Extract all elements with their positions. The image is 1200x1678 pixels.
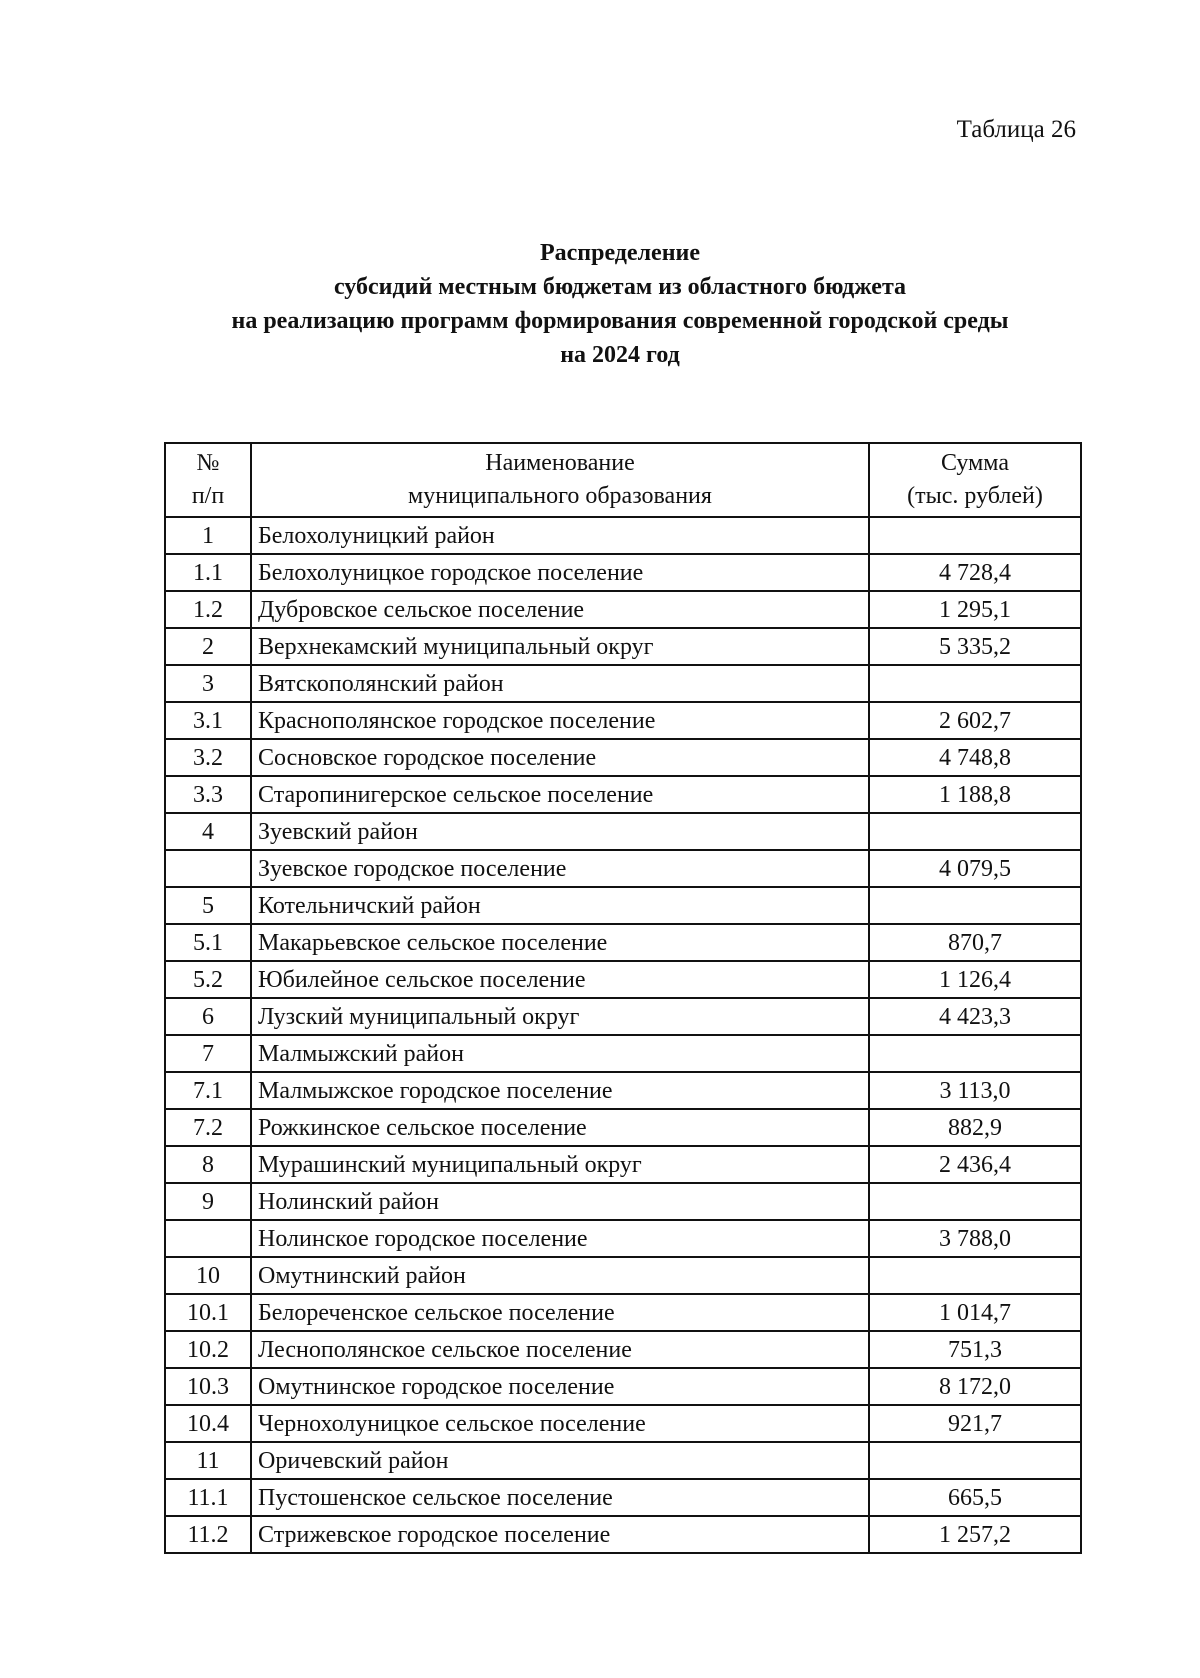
municipality-name-cell: Котельничский район: [251, 887, 869, 924]
row-number-cell: 11: [165, 1442, 251, 1479]
row-number-cell: 5: [165, 887, 251, 924]
municipality-name-cell: Зуевское городское поселение: [251, 850, 869, 887]
table-row: [165, 998, 1081, 1035]
table-body: [165, 517, 1081, 1553]
municipality-name-cell: Мурашинский муниципальный округ: [251, 1146, 869, 1183]
row-number-cell: 3.2: [165, 739, 251, 776]
row-number-cell: 5.2: [165, 961, 251, 998]
municipality-name-cell: Белохолуницкий район: [251, 517, 869, 554]
table-row: [165, 924, 1081, 961]
table-row: [165, 628, 1081, 665]
municipality-name-cell: Белохолуницкое городское поселение: [251, 554, 869, 591]
amount-cell: 4 079,5: [869, 850, 1081, 887]
table-header: [165, 443, 1081, 517]
amount-cell: [869, 517, 1081, 554]
row-number-cell: 10.1: [165, 1294, 251, 1331]
row-number-cell: [165, 1220, 251, 1257]
amount-cell: 665,5: [869, 1479, 1081, 1516]
municipality-name-cell: Лузский муниципальный округ: [251, 998, 869, 1035]
municipality-name-cell: Рожкинское сельское поселение: [251, 1109, 869, 1146]
municipality-name-cell: Старопинигерское сельское поселение: [251, 776, 869, 813]
row-number-cell: [165, 850, 251, 887]
table-row: [165, 554, 1081, 591]
row-number-cell: 1.1: [165, 554, 251, 591]
header-sum-line1: Сумма: [941, 450, 1009, 476]
table-number-label: Таблица 26: [956, 116, 1076, 143]
row-number-cell: 10.4: [165, 1405, 251, 1442]
table-row: [165, 591, 1081, 628]
table-row: [165, 961, 1081, 998]
table-row: [165, 1442, 1081, 1479]
municipality-name-cell: Сосновское городское поселение: [251, 739, 869, 776]
municipality-name-cell: Чернохолуницкое сельское поселение: [251, 1405, 869, 1442]
amount-cell: 2 436,4: [869, 1146, 1081, 1183]
amount-cell: [869, 1035, 1081, 1072]
header-name: [251, 443, 869, 517]
amount-cell: 1 295,1: [869, 591, 1081, 628]
header-sum-line2: (тыс. рублей): [907, 483, 1043, 509]
table-row: [165, 1257, 1081, 1294]
title-line: на 2024 год: [560, 342, 680, 368]
amount-cell: 8 172,0: [869, 1368, 1081, 1405]
document-title: [160, 236, 1080, 372]
municipality-name-cell: Пустошенское сельское поселение: [251, 1479, 869, 1516]
header-name-line2: муниципального образования: [408, 483, 712, 509]
amount-cell: 1 257,2: [869, 1516, 1081, 1553]
table-row: [165, 1479, 1081, 1516]
amount-cell: 1 126,4: [869, 961, 1081, 998]
row-number-cell: 7.2: [165, 1109, 251, 1146]
amount-cell: 4 728,4: [869, 554, 1081, 591]
title-line: Распределение: [539, 240, 701, 266]
table-row: [165, 1072, 1081, 1109]
row-number-cell: 7: [165, 1035, 251, 1072]
table-row: [165, 1183, 1081, 1220]
table-row: [165, 1294, 1081, 1331]
table-row: [165, 702, 1081, 739]
amount-cell: [869, 1183, 1081, 1220]
table-row: [165, 1368, 1081, 1405]
row-number-cell: 9: [165, 1183, 251, 1220]
amount-cell: [869, 665, 1081, 702]
amount-cell: [869, 887, 1081, 924]
table-row: [165, 887, 1081, 924]
amount-cell: 921,7: [869, 1405, 1081, 1442]
row-number-cell: 6: [165, 998, 251, 1035]
municipality-name-cell: Краснополянское городское поселение: [251, 702, 869, 739]
municipality-name-cell: Дубровское сельское поселение: [251, 591, 869, 628]
table-row: [165, 1146, 1081, 1183]
table-row: [165, 1331, 1081, 1368]
municipality-name-cell: Верхнекамский муниципальный округ: [251, 628, 869, 665]
row-number-cell: 8: [165, 1146, 251, 1183]
municipality-name-cell: Стрижевское городское поселение: [251, 1516, 869, 1553]
row-number-cell: 10.3: [165, 1368, 251, 1405]
header-sum: [869, 443, 1081, 517]
amount-cell: 4 423,3: [869, 998, 1081, 1035]
municipality-name-cell: Леснополянское сельское поселение: [251, 1331, 869, 1368]
amount-cell: [869, 1257, 1081, 1294]
table-row: [165, 850, 1081, 887]
amount-cell: 4 748,8: [869, 739, 1081, 776]
row-number-cell: 11.1: [165, 1479, 251, 1516]
row-number-cell: 4: [165, 813, 251, 850]
amount-cell: 3 113,0: [869, 1072, 1081, 1109]
amount-cell: 1 014,7: [869, 1294, 1081, 1331]
row-number-cell: 3.3: [165, 776, 251, 813]
municipality-name-cell: Вятскополянский район: [251, 665, 869, 702]
amount-cell: 5 335,2: [869, 628, 1081, 665]
title-line: субсидий местным бюджетам из областного бюджета: [333, 274, 907, 300]
row-number-cell: 3.1: [165, 702, 251, 739]
amount-cell: 882,9: [869, 1109, 1081, 1146]
amount-cell: 870,7: [869, 924, 1081, 961]
row-number-cell: 10: [165, 1257, 251, 1294]
table-row: [165, 1109, 1081, 1146]
row-number-cell: 2: [165, 628, 251, 665]
row-number-cell: 3: [165, 665, 251, 702]
table-row: [165, 739, 1081, 776]
municipality-name-cell: Омутнинский район: [251, 1257, 869, 1294]
title-line: на реализацию программ формирования современной городской среды: [231, 308, 1009, 334]
table-row: [165, 1220, 1081, 1257]
amount-cell: 751,3: [869, 1331, 1081, 1368]
municipality-name-cell: Белореченское сельское поселение: [251, 1294, 869, 1331]
amount-cell: [869, 813, 1081, 850]
table-row: [165, 665, 1081, 702]
header-number: [165, 443, 251, 517]
municipality-name-cell: Зуевский район: [251, 813, 869, 850]
municipality-name-cell: Малмыжский район: [251, 1035, 869, 1072]
header-name-line1: Наименование: [485, 450, 635, 476]
header-number-line2: п/п: [191, 483, 225, 509]
row-number-cell: 5.1: [165, 924, 251, 961]
table-row: [165, 517, 1081, 554]
table-row: [165, 776, 1081, 813]
amount-cell: 3 788,0: [869, 1220, 1081, 1257]
municipality-name-cell: Нолинское городское поселение: [251, 1220, 869, 1257]
municipality-name-cell: Малмыжское городское поселение: [251, 1072, 869, 1109]
header-row: [165, 443, 1081, 517]
row-number-cell: 1: [165, 517, 251, 554]
amount-cell: 2 602,7: [869, 702, 1081, 739]
municipality-name-cell: Юбилейное сельское поселение: [251, 961, 869, 998]
municipality-name-cell: Макарьевское сельское поселение: [251, 924, 869, 961]
row-number-cell: 1.2: [165, 591, 251, 628]
row-number-cell: 7.1: [165, 1072, 251, 1109]
table-row: [165, 813, 1081, 850]
municipality-name-cell: Нолинский район: [251, 1183, 869, 1220]
municipality-name-cell: Оричевский район: [251, 1442, 869, 1479]
amount-cell: 1 188,8: [869, 776, 1081, 813]
table-row: [165, 1035, 1081, 1072]
table-row: [165, 1516, 1081, 1553]
header-number-line1: №: [196, 450, 220, 476]
municipality-name-cell: Омутнинское городское поселение: [251, 1368, 869, 1405]
amount-cell: [869, 1442, 1081, 1479]
table-row: [165, 1405, 1081, 1442]
subsidy-distribution-table: [164, 442, 1082, 1554]
row-number-cell: 11.2: [165, 1516, 251, 1553]
row-number-cell: 10.2: [165, 1331, 251, 1368]
